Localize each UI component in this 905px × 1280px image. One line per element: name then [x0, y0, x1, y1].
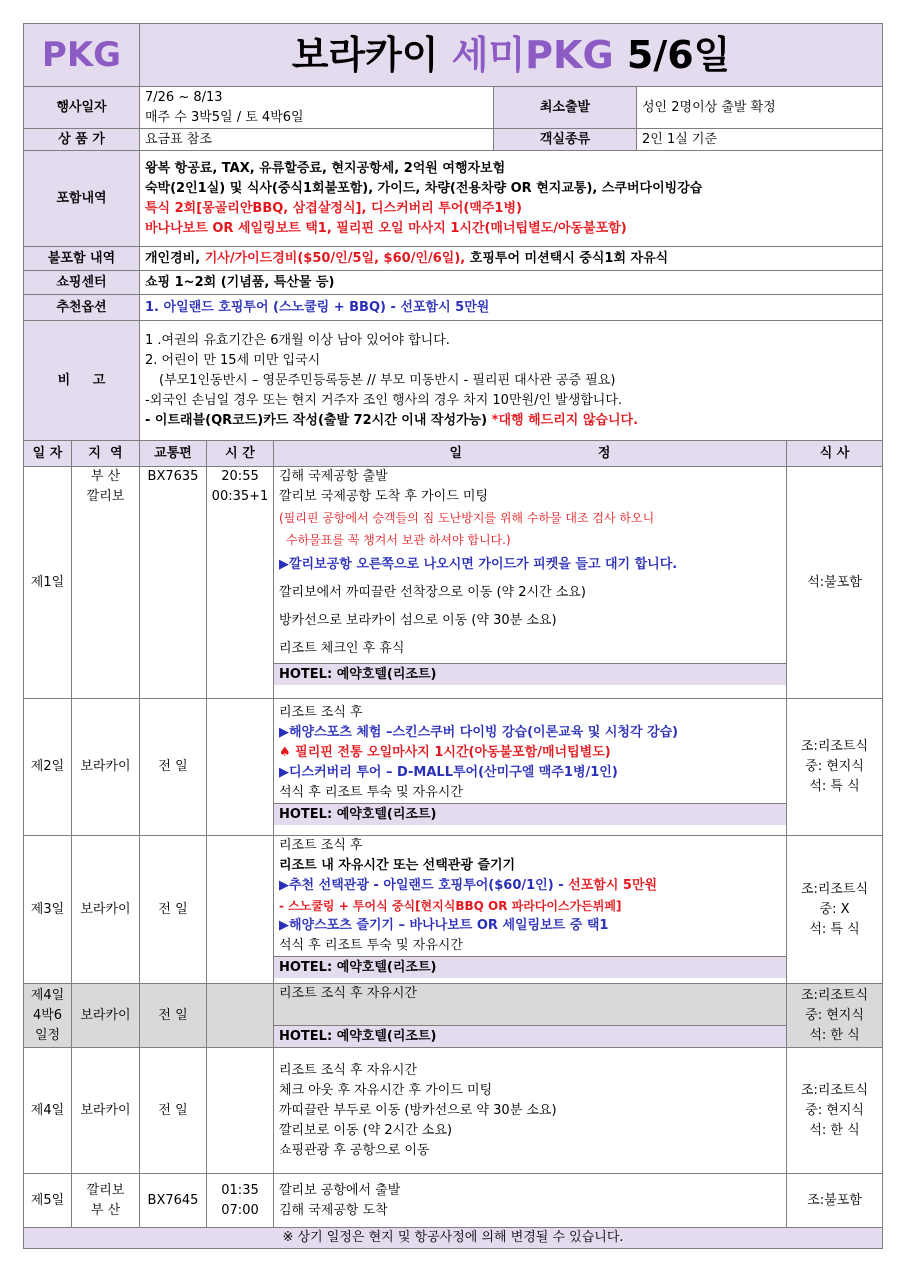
- schedule-line: 석식 후 리조트 투숙 및 자유시간: [279, 938, 463, 953]
- header-day: 일 자: [24, 441, 72, 467]
- schedule-cell: [274, 1174, 787, 1228]
- transport-cell: 전 일: [140, 699, 207, 836]
- page-title: [140, 24, 883, 87]
- inclusion-line: 숙박(2인1실) 및 식사(중식1회불포함), 가이드, 차량(전용차량 OR 현지교통), 스쿠버다이빙강습: [145, 180, 703, 196]
- schedule-line: 리조트 체크인 후 휴식: [279, 641, 405, 656]
- note-line: (부모1인동반시 – 영문주민등록등본 // 부모 미동반시 - 필리핀 대사관 공증 필요): [159, 372, 616, 388]
- title-duration: 5/6일: [626, 33, 731, 77]
- price-label: 상 품 가: [24, 129, 140, 151]
- options-value: 1. 아일랜드 호핑투어 (스노쿨링 + BBQ) - 선포함시 5만원: [140, 295, 883, 321]
- notes-label: 비 고: [24, 321, 140, 441]
- schedule-line: 리조트 조식 후: [279, 705, 363, 720]
- schedule-line: ▶해양스포츠 체험 –스킨스쿠버 다이빙 강습(이론교육 및 시청각 강습): [279, 725, 679, 740]
- exclusions-label: 불포함 내역: [24, 247, 140, 271]
- day-cell: 제4일: [24, 1048, 72, 1174]
- hotel-line: HOTEL: 예약호텔(리조트): [274, 1025, 786, 1047]
- meal-breakfast: 조:리조트식: [800, 1082, 869, 1098]
- shopping-value: 쇼핑 1~2회 (기념품, 특산물 등): [140, 271, 883, 295]
- transport-cell: 전 일: [140, 984, 207, 1048]
- region-cell: 보라카이: [72, 699, 140, 836]
- meal-cell: [787, 699, 883, 836]
- schedule-line: 깔리보로 이동 (약 2시간 소요): [279, 1122, 453, 1138]
- price-value: 요금표 참조: [140, 129, 494, 151]
- inclusion-line: 왕복 항공료, TAX, 유류할증료, 현지공항세, 2억원 여행자보험: [145, 160, 506, 176]
- notes-value: [140, 321, 883, 441]
- hotel-line: HOTEL: 예약호텔(리조트): [274, 663, 786, 685]
- day-row: [24, 1174, 883, 1228]
- meal-dinner: 석: 특 식: [809, 779, 860, 794]
- period-dates: 7/26 ~ 8/13: [145, 89, 223, 105]
- header-meal: 식 사: [787, 441, 883, 467]
- region-cell: [72, 1174, 140, 1228]
- schedule-line: 깔리보 공항에서 출발: [279, 1182, 401, 1198]
- day-label: 일정: [34, 1027, 61, 1043]
- schedule-line: ▶깔리보공항 오른쪽으로 나오시면 가이드가 피켓을 들고 대기 합니다.: [279, 557, 678, 572]
- period-label: 행사일자: [24, 87, 140, 129]
- note-warning: *대행 해드리지 않습니다.: [491, 412, 639, 428]
- option-text: ▶추천 선택관광 - 아일랜드 호핑투어($60/1인) -: [279, 878, 564, 893]
- pkg-label: PKG: [24, 24, 140, 87]
- note-line: 1 .여권의 유효기간은 6개월 이상 남아 있어야 합니다.: [145, 332, 450, 348]
- time-cell: [207, 699, 274, 836]
- transport-cell: 전 일: [140, 836, 207, 984]
- meal-cell: [787, 1048, 883, 1174]
- exclusion-fee: 기사/가이드경비($50/인/5일, $60/인/6일),: [204, 250, 466, 266]
- day-cell: 제1일: [24, 467, 72, 699]
- meal-cell: 조:불포함: [787, 1174, 883, 1228]
- schedule-line: ▶디스커버리 투어 – D-MALL투어(산미구엘 맥주1병/1인): [279, 765, 618, 780]
- min-departure-label: 최소출발: [494, 87, 637, 129]
- period-value: [140, 87, 494, 129]
- meal-cell: [787, 836, 883, 984]
- day-cell: 제3일: [24, 836, 72, 984]
- schedule-cell: [274, 699, 787, 836]
- header-transport: 교통편: [140, 441, 207, 467]
- itinerary-document: [23, 23, 882, 1249]
- schedule-line: 수하물표를 꼭 챙겨서 보관 하셔야 합니다.): [286, 533, 511, 547]
- region-cell: 보라카이: [72, 984, 140, 1048]
- time-arrive: 07:00: [221, 1202, 259, 1218]
- time-cell: [207, 467, 274, 699]
- options-label: 추천옵션: [24, 295, 140, 321]
- time-cell: [207, 836, 274, 984]
- note-line: 2. 어린이 만 15세 미만 입국시: [145, 352, 321, 368]
- header-time: 시 간: [207, 441, 274, 467]
- inclusions-value: [140, 151, 883, 247]
- meal-breakfast: 조:리조트식: [800, 881, 869, 897]
- shopping-label: 쇼핑센터: [24, 271, 140, 295]
- meal-dinner: 석: 한 식: [809, 1122, 860, 1138]
- day-label: 4박6: [32, 1007, 63, 1023]
- schedule-line: 리조트 내 자유시간 또는 선택관광 즐기기: [279, 858, 516, 873]
- schedule-line: 김해 국제공항 도착: [279, 1202, 388, 1218]
- flight-cell: BX7635: [140, 467, 207, 699]
- region-cell: 보라카이: [72, 836, 140, 984]
- meal-dinner: 석: 특 식: [809, 921, 860, 937]
- schedule-line: 석식 후 리조트 투숙 및 자유시간: [279, 785, 463, 800]
- room-type-label: 객실종류: [494, 129, 637, 151]
- period-days: 매주 수 3박5일 / 토 4박6일: [145, 109, 304, 125]
- schedule-line: (필리핀 공항에서 승객들의 짐 도난방지를 위해 수하물 대조 검사 하오니: [279, 511, 655, 525]
- header-schedule: 일 정: [274, 441, 787, 467]
- region-cell: 보라카이: [72, 1048, 140, 1174]
- schedule-line: ♠ 필리핀 전통 오일마사지 1시간(아동불포함/매너팁별도): [279, 745, 611, 760]
- footer-note: ※ 상기 일정은 현지 및 항공사정에 의해 변경될 수 있습니다.: [24, 1228, 883, 1249]
- note-line: -외국인 손님일 경우 또는 현지 거주자 조인 행사의 경우 차지 10만원/인 발생합니다.: [145, 392, 623, 408]
- schedule-line: [274, 876, 786, 896]
- meal-cell: 석:불포함: [787, 467, 883, 699]
- day-cell: 제5일: [24, 1174, 72, 1228]
- inclusion-line: 특식 2회[몽골리안BBQ, 삼겹살정식], 디스커버리 투어(맥주1병): [145, 200, 522, 216]
- day-label: 제4일: [30, 987, 65, 1003]
- option-price: 선포함시 5만원: [568, 878, 658, 893]
- meal-dinner: 석: 한 식: [809, 1027, 860, 1043]
- region-cell: [72, 467, 140, 699]
- schedule-cell: [274, 1048, 787, 1174]
- meal-lunch: 중: 현지식: [805, 1102, 864, 1118]
- day-row: [24, 836, 883, 984]
- schedule-cell: [274, 467, 787, 699]
- schedule-line: 김해 국제공항 출발: [279, 469, 388, 484]
- hotel-line: HOTEL: 예약호텔(리조트): [274, 956, 786, 978]
- room-type-value: 2인 1실 기준: [637, 129, 883, 151]
- schedule-cell: [274, 836, 787, 984]
- time-cell: [207, 1174, 274, 1228]
- time-depart: 20:55: [221, 469, 259, 484]
- schedule-line: 리조트 조식 후 자유시간: [279, 1062, 417, 1078]
- time-arrive: 00:35+1: [211, 489, 269, 504]
- schedule-line: 깔리보 국제공항 도착 후 가이드 미팅: [279, 489, 489, 504]
- min-departure-value: 성인 2명이상 출발 확정: [637, 87, 883, 129]
- inclusion-line: 바나나보트 OR 세일링보트 택1, 필리핀 오일 마사지 1시간(매너팁별도/아동불포함): [145, 220, 627, 236]
- schedule-line: 방카선으로 보라카이 섬으로 이동 (약 30분 소요): [279, 613, 557, 628]
- title-destination: 보라카이: [291, 33, 439, 77]
- schedule-line: 쇼핑관광 후 공항으로 이동: [279, 1142, 430, 1158]
- schedule-line: 체크 아웃 후 자유시간 후 가이드 미팅: [279, 1082, 493, 1098]
- title-package: 세미PKG: [451, 33, 614, 77]
- day-row: [24, 1048, 883, 1174]
- time-cell: [207, 984, 274, 1048]
- schedule-line: ▶해양스포츠 즐기기 – 바나나보트 OR 세일링보트 중 택1: [279, 918, 609, 933]
- region-to: 깔리보: [86, 489, 125, 504]
- inclusions-label: 포함내역: [24, 151, 140, 247]
- hotel-line: HOTEL: 예약호텔(리조트): [274, 803, 786, 825]
- day-row: [24, 699, 883, 836]
- day-row: [24, 467, 883, 699]
- region-to: 부 산: [90, 1202, 121, 1218]
- transport-cell: 전 일: [140, 1048, 207, 1174]
- meal-cell: [787, 984, 883, 1048]
- schedule-line: 리조트 조식 후: [279, 838, 363, 853]
- time-depart: 01:35: [221, 1182, 259, 1198]
- meal-lunch: 중: X: [819, 901, 850, 917]
- exclusion-text: 개인경비,: [145, 250, 201, 266]
- schedule-line: 리조트 조식 후 자유시간: [279, 986, 417, 1001]
- schedule-line: - 스노쿨링 + 투어식 중식[현지식BBQ OR 파라다이스가든뷔페]: [279, 899, 622, 913]
- note-line: [145, 411, 877, 431]
- schedule-line: 까띠끌란 부두로 이동 (방카선으로 약 30분 소요): [279, 1102, 557, 1118]
- meal-lunch: 중: 현지식: [805, 1007, 864, 1023]
- day-row: [24, 984, 883, 1048]
- meal-breakfast: 조:리조트식: [800, 987, 869, 1003]
- flight-cell: BX7645: [140, 1174, 207, 1228]
- itinerary-table: [23, 23, 883, 1249]
- exclusions-value: [140, 247, 883, 271]
- header-region: 지 역: [72, 441, 140, 467]
- schedule-cell: [274, 984, 787, 1048]
- day-cell: 제2일: [24, 699, 72, 836]
- time-cell: [207, 1048, 274, 1174]
- meal-lunch: 중: 현지식: [805, 759, 864, 774]
- exclusion-text: 호핑투어 미션택시 중식1회 자유식: [469, 250, 669, 266]
- region-from: 부 산: [90, 469, 121, 484]
- meal-breakfast: 조:리조트식: [800, 739, 869, 754]
- schedule-line: 깔리보에서 까띠끌란 선착장으로 이동 (약 2시간 소요): [279, 585, 586, 600]
- region-from: 깔리보: [86, 1182, 125, 1198]
- day-cell: [24, 984, 72, 1048]
- note-qr: - 이트래블(QR코드)카드 작성(출발 72시간 이내 작성가능): [145, 412, 488, 428]
